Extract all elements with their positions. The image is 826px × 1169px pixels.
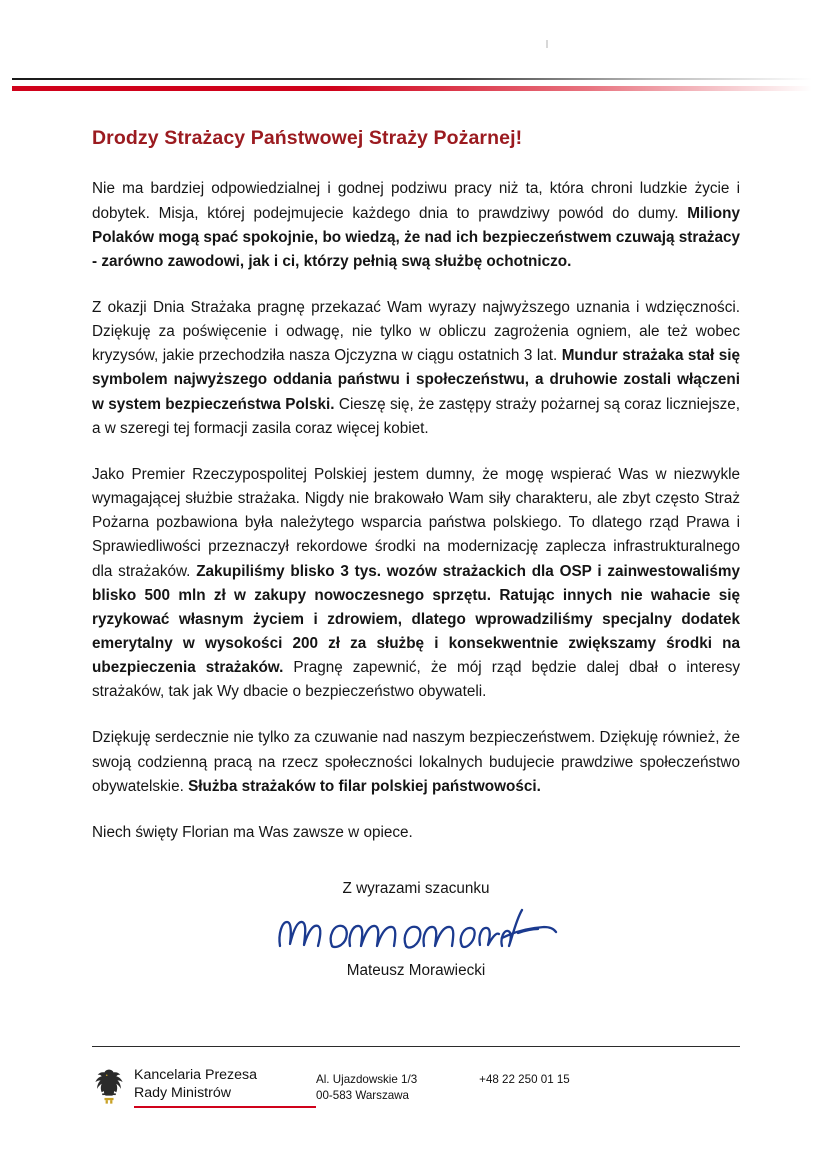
- page-speck: [546, 40, 548, 48]
- letter-body: [92, 126, 740, 867]
- signature-name: Mateusz Morawiecki: [346, 962, 486, 979]
- body-text: Jako Premier Rzeczypospolitej Polskiej jestem dumny, że mogę wspierać Was w niezwykle wymagającej służbie strażaka. Nigdy nie brakowało Wam siły charakteru, ale zbyt często Straż Pożarna pozbawiona była należytego wsparcia państwa polskiego. To dlatego rząd Prawa i Sprawiedliwości przeznaczył rekordowe środki na modernizację zaplecza infrastrukturalnego dla strażaków.: [92, 465, 740, 580]
- page-title: Drodzy Strażacy Państwowej Straży Pożarnej!: [92, 127, 523, 149]
- emphasis-text: Służba strażaków to filar polskiej państwowości.: [188, 777, 541, 795]
- paragraph-5: [92, 821, 740, 845]
- footer-institution: [134, 1066, 316, 1108]
- polish-eagle-icon: [92, 1066, 126, 1106]
- paragraph-3: [92, 463, 740, 705]
- footer-institution-line2: Rady Ministrów: [134, 1084, 231, 1101]
- body-text: Niech święty Florian ma Was zawsze w opiece.: [92, 823, 413, 841]
- body-text: Pragnę zapewnić, że mój rząd będzie dalej dbał o interesy strażaków, tak jak Wy dbacie o bezpieczeństwo obywateli.: [92, 659, 740, 701]
- paragraph-1: [92, 177, 740, 274]
- body-text: Cieszę się, że zastępy straży pożarnej są coraz liczniejsze, a w szeregi tej formacji zasila coraz więcej kobiet.: [92, 395, 740, 437]
- paragraph-2: [92, 296, 740, 441]
- body-text: Z okazji Dnia Strażaka pragnę przekazać Wam wyrazy najwyższego uznania i wdzięczności. Dziękuję za poświęcenie i odwagę, nie tylko w obliczu zagrożenia ogniem, ale też wobec kryzysów, jakie przechodziła nasza Ojczyzna w ciągu ostatnich 3 lat.: [92, 298, 740, 365]
- footer-institution-line1: Kancelaria Prezesa: [134, 1067, 258, 1083]
- footer: [92, 1066, 772, 1108]
- header-rule-dark: [12, 78, 812, 80]
- emphasis-text: Mundur strażaka stał się symbolem najwyższego oddania państwu i społeczeństwu, a druhowie zostali włączeni w system bezpieczeństwa Polski.: [92, 347, 740, 413]
- footer-phone: +48 22 250 01 15: [479, 1073, 570, 1086]
- footer-divider: [92, 1046, 740, 1047]
- body-text: Nie ma bardziej odpowiedzialnej i godnej podziwu pracy niż ta, która chroni ludzkie życie i dobytek. Misja, której podejmujecie każdego dnia to prawdziwy powód do dumy.: [92, 180, 740, 222]
- body-text: Dziękuję serdecznie nie tylko za czuwanie nad naszym bezpieczeństwem. Dziękuję również, że swoją codzienną pracą na rzecz społeczności lokalnych budujecie prawdziwe społeczeństwo obywatelskie.: [92, 729, 740, 795]
- footer-accent-underline: [134, 1106, 316, 1108]
- footer-address-line1: Al. Ujazdowskie 1/3: [316, 1073, 418, 1086]
- emphasis-text: Zakupiliśmy blisko 3 tys. wozów strażackich dla OSP i zainwestowaliśmy blisko 500 mln zł w zakupy nowoczesnego sprzętu. Ratując innych nie wahacie się ryzykować własnym życiem i zdrowiem, dlatego wprowadziliśmy specjalny dodatek emerytalny w wysokości 200 zł za służbę i konsekwentnie zwiększamy środki na ubezpieczenia strażaków.: [92, 562, 740, 677]
- header-rule-red: [12, 86, 812, 91]
- signature-regards: Z wyrazami szacunku: [342, 880, 490, 897]
- handwritten-signature-icon: [266, 902, 566, 960]
- footer-address: [316, 1066, 417, 1103]
- footer-address-line2: 00-583 Warszawa: [316, 1088, 410, 1102]
- emphasis-text: Miliony Polaków mogą spać spokojnie, bo wiedzą, że nad ich bezpieczeństwem czuwają strażacy - zarówno zawodowi, jak i ci, którzy pełnią swą służbę ochotniczo.: [92, 204, 740, 270]
- signature-block: [92, 880, 740, 980]
- paragraph-4: [92, 726, 740, 798]
